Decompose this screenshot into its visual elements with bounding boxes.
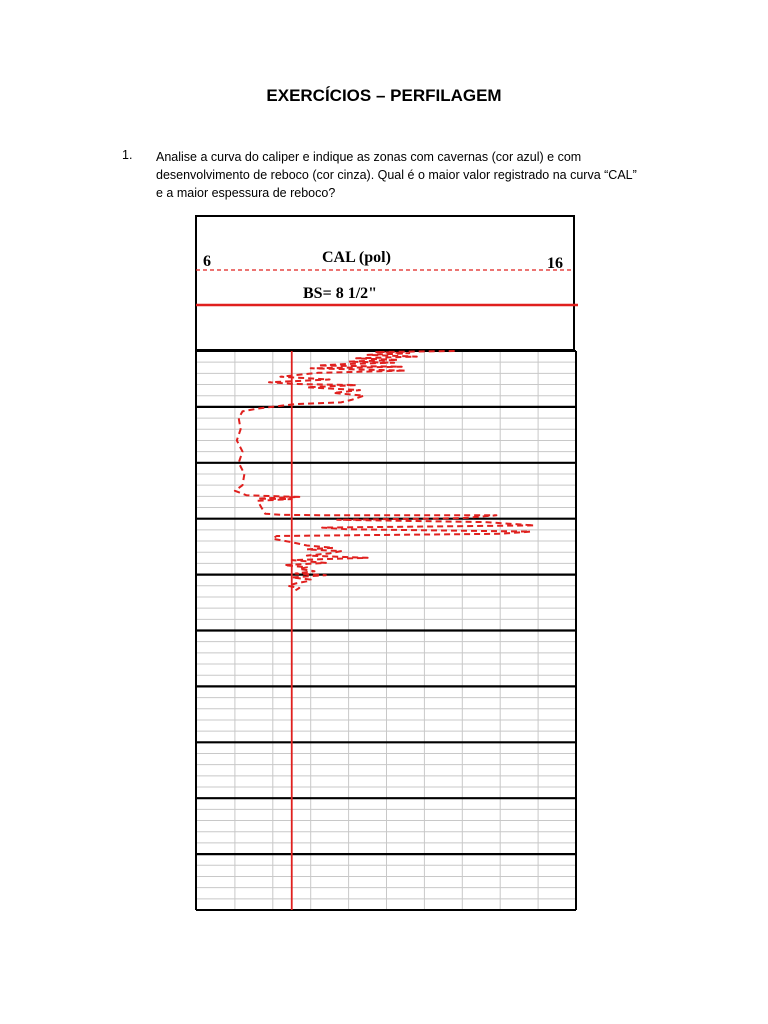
scale-min-label: 6 (203, 253, 211, 270)
page-title: EXERCÍCIOS – PERFILAGEM (266, 86, 502, 105)
log-grid (196, 351, 576, 910)
question-line-1: Analise a curva do caliper e indique as zonas com cavernas (cor azul) e com (156, 150, 582, 164)
question-number: 1. (122, 148, 133, 162)
bit-size-label: BS= 8 1/2" (303, 285, 378, 302)
scale-max-label: 16 (547, 255, 563, 272)
question-line-2: desenvolvimento de reboco (cor cinza). Qual é o maior valor registrado na curva “CAL” (156, 168, 637, 182)
question-line-3: e a maior espessura de reboco? (156, 186, 336, 200)
caliper-curve-line (235, 351, 534, 590)
curve-label: CAL (pol) (322, 249, 391, 266)
log-header-frame (196, 216, 574, 350)
